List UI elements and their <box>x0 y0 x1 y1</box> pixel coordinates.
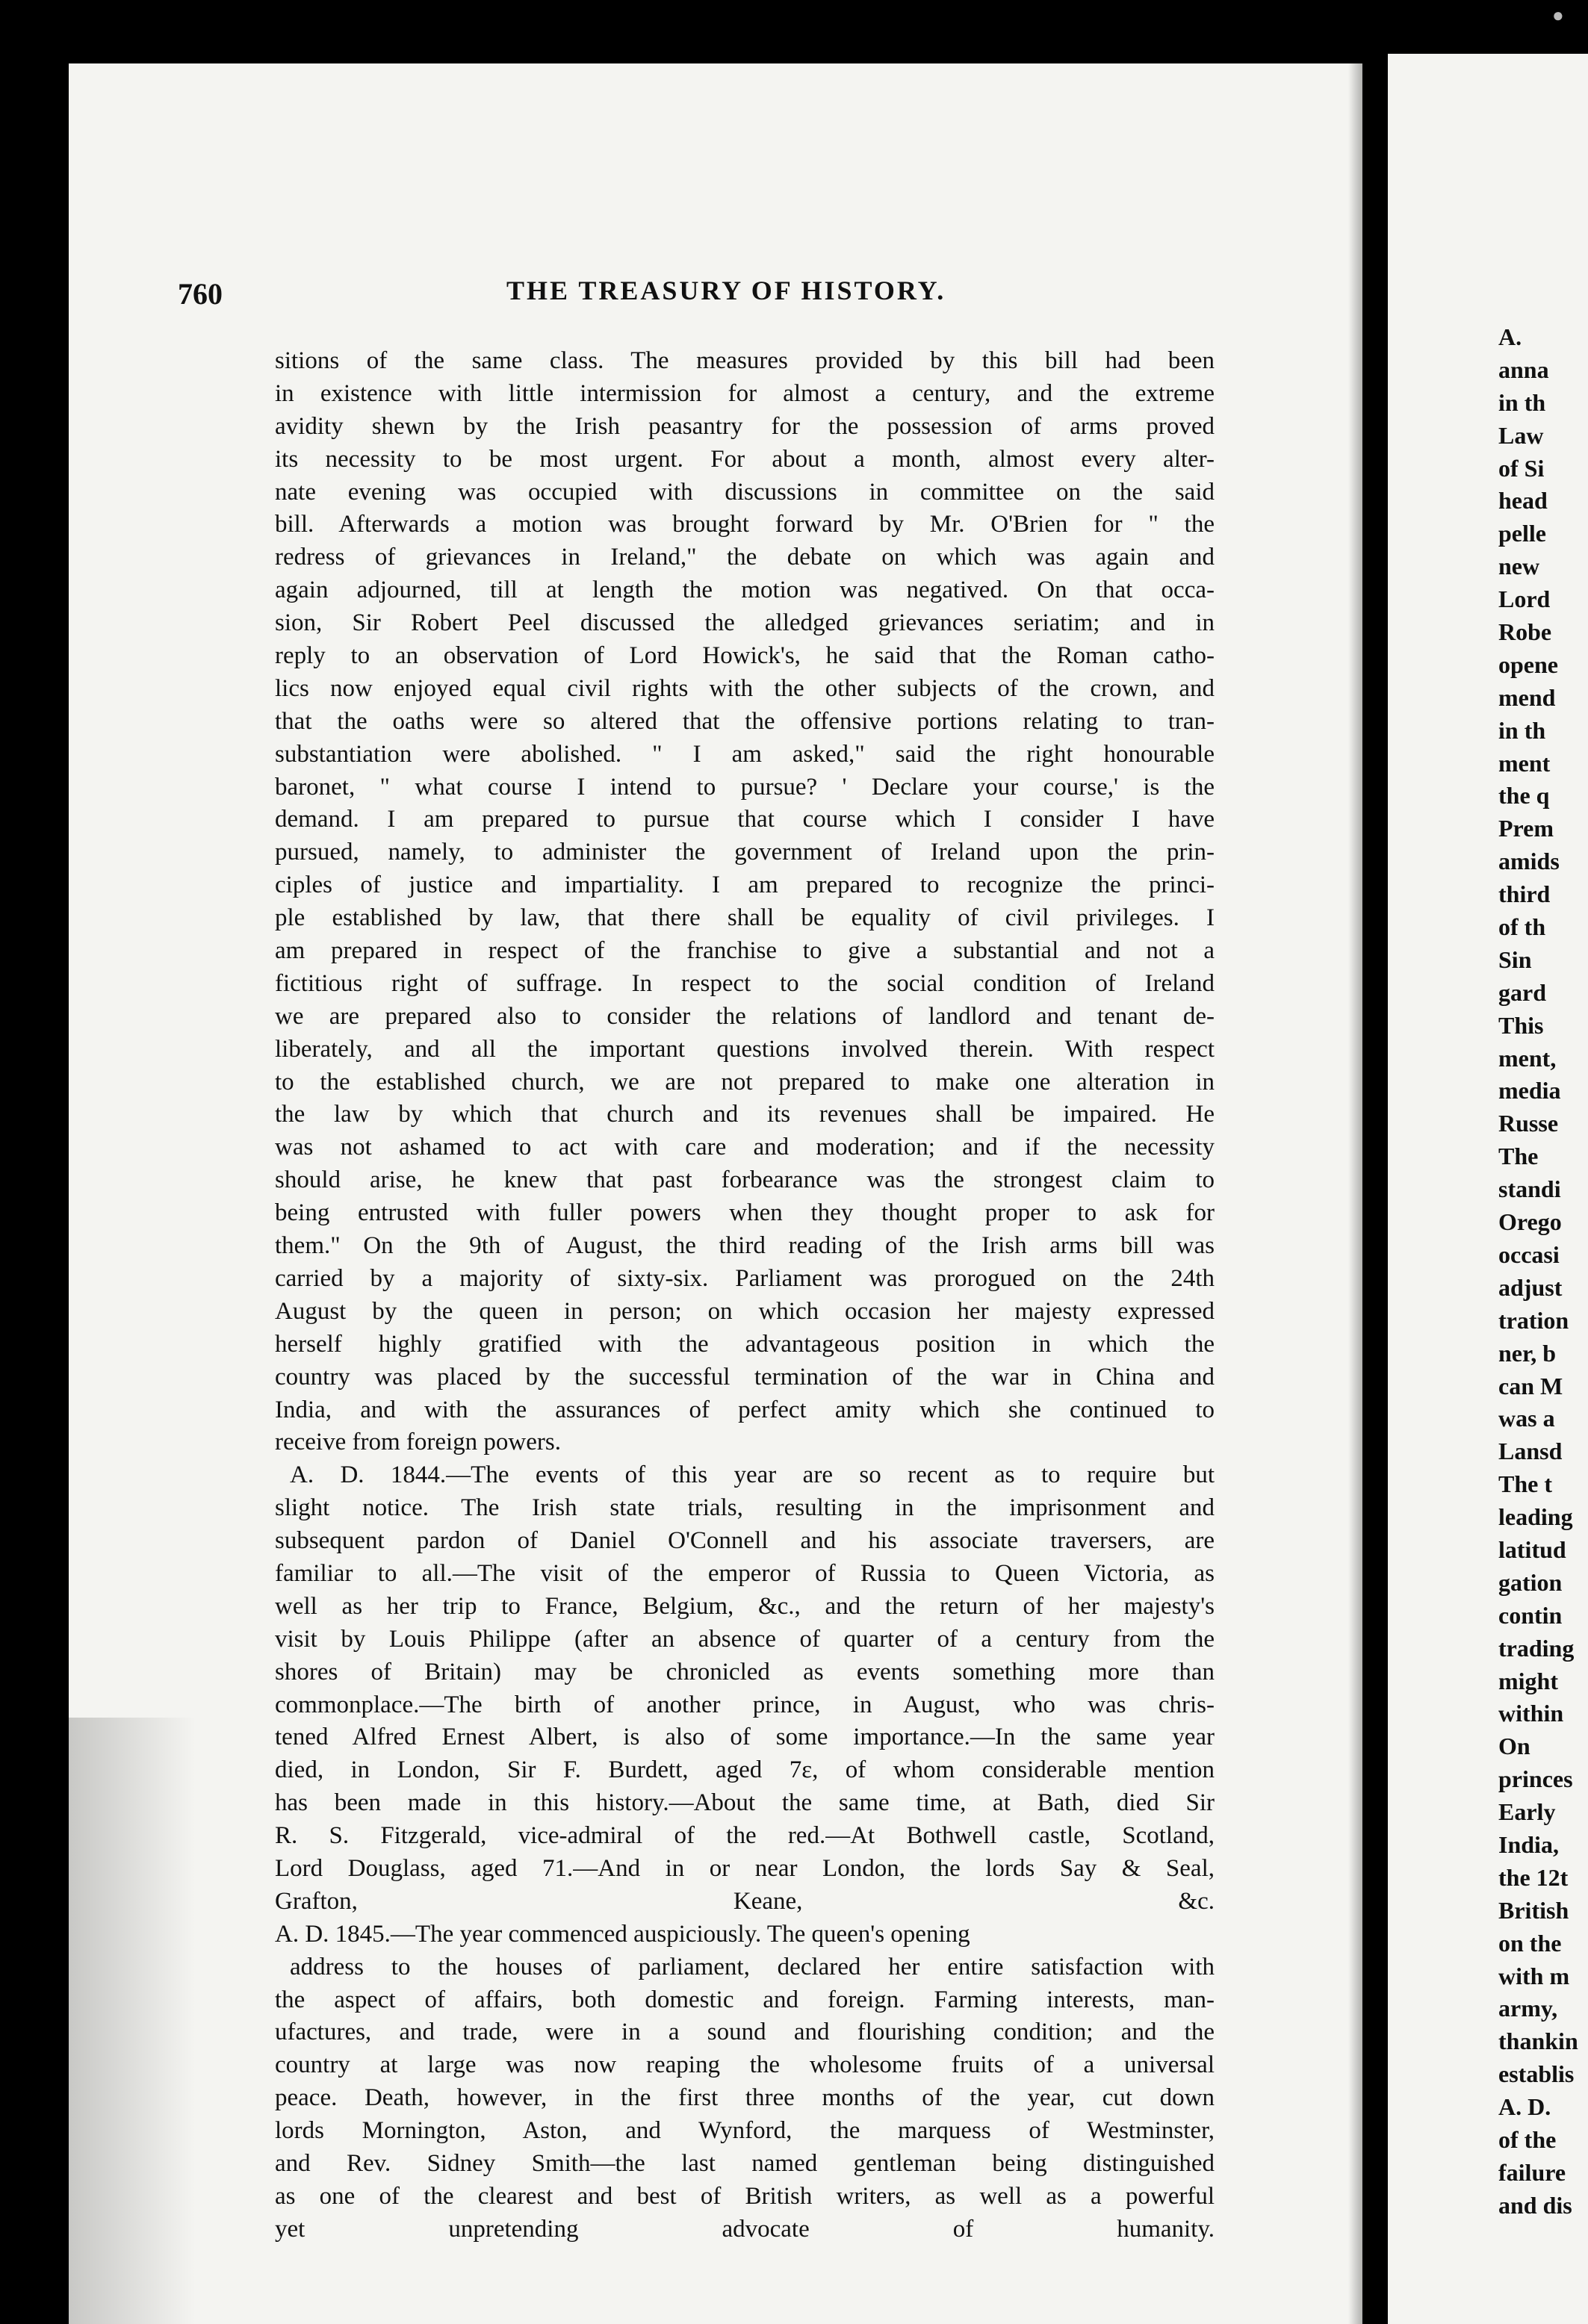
text-line: R. S. Fitzgerald, vice-admiral of the red.—At Bothwell castle, Scotland, <box>275 1822 1215 1850</box>
text-line: being entrusted with fuller powers when they thought proper to ask for <box>275 1199 1215 1227</box>
text-line: shores of Britain) may be chronicled as events something more than <box>275 1658 1215 1685</box>
right-page-line: gation <box>1498 1568 1563 1596</box>
text-line: its necessity to be most urgent. For about a month, almost every alter- <box>275 445 1215 473</box>
right-page-line: ment <box>1498 749 1551 777</box>
right-page-line: anna <box>1498 355 1549 383</box>
text-line: avidity shewn by the Irish peasantry for the possession of arms proved <box>275 412 1215 440</box>
right-page-line: princes <box>1498 1765 1573 1793</box>
text-line: demand. I am prepared to pursue that course which I consider I have <box>275 806 1215 833</box>
right-page-line: of the <box>1498 2125 1557 2153</box>
right-page-line: Lansd <box>1498 1438 1563 1465</box>
right-page-line: British <box>1498 1896 1569 1924</box>
text-line: lics now enjoyed equal civil rights with the other subjects of the crown, and <box>275 674 1215 702</box>
text-line: ciples of justice and impartiality. I am prepared to recognize the princi- <box>275 872 1215 899</box>
right-page-line: was a <box>1498 1405 1555 1432</box>
right-page-line: within <box>1498 1700 1564 1727</box>
right-page-line: gard <box>1498 978 1546 1006</box>
right-page-line: might <box>1498 1667 1558 1694</box>
right-page-line: ner, b <box>1498 1339 1557 1367</box>
text-line: them." On the 9th of August, the third reading of the Irish arms bill was <box>275 1232 1215 1260</box>
text-line: commonplace.—The birth of another prince, in August, who was chris- <box>275 1691 1215 1718</box>
right-page-line: of Si <box>1498 454 1545 482</box>
text-line: well as her trip to France, Belgium, &c., and the return of her majesty's <box>275 1592 1215 1620</box>
text-line: pursued, namely, to administer the government of Ireland upon the prin- <box>275 839 1215 866</box>
text-line: country at large was now reaping the wholesome fruits of a universal <box>275 2051 1215 2079</box>
page-header <box>178 269 1223 314</box>
right-page-line: opene <box>1498 650 1558 678</box>
text-line: address to the houses of parliament, declared her entire satisfaction with <box>290 1953 1215 1980</box>
right-page-line: media <box>1498 1077 1561 1104</box>
text-line: bill. Afterwards a motion was brought forward by Mr. O'Brien for " the <box>275 511 1215 538</box>
text-line: baronet, " what course I intend to pursue? ' Declare your course,' is the <box>275 773 1215 801</box>
right-page-line: failure <box>1498 2158 1566 2186</box>
right-page-line: leading <box>1498 1503 1573 1531</box>
text-line: reply to an observation of Lord Howick's, he said that the Roman catho- <box>275 642 1215 670</box>
text-line: India, and with the assurances of perfect amity which she continued to <box>275 1396 1215 1423</box>
text-line: peace. Death, however, in the first three months of the year, cut down <box>275 2084 1215 2112</box>
text-line: familiar to all.—The visit of the emperor of Russia to Queen Victoria, as <box>275 1559 1215 1587</box>
right-page-line: latitud <box>1498 1535 1566 1563</box>
right-page-line: This <box>1498 1011 1544 1039</box>
scan-mark: ● <box>1552 4 1564 26</box>
text-line: ple established by law, that there shall be equality of civil privileges. I <box>275 904 1215 932</box>
right-page-line: head <box>1498 487 1548 515</box>
text-line: fictitious right of suffrage. In respect to the social condition of Ireland <box>275 969 1215 997</box>
right-page-line: Lord <box>1498 585 1551 613</box>
page-number: 760 <box>178 277 223 311</box>
right-page-line: contin <box>1498 1601 1563 1629</box>
text-line: the aspect of affairs, both domestic and foreign. Farming interests, man- <box>275 1986 1215 2013</box>
text-line: visit by Louis Philippe (after an absence of quarter of a century from the <box>275 1625 1215 1653</box>
text-line: again adjourned, till at length the motion was negatived. On that occa- <box>275 577 1215 604</box>
right-page-line: and dis <box>1498 2191 1572 2219</box>
text-line: we are prepared also to consider the relations of landlord and tenant de- <box>275 1002 1215 1030</box>
right-page-line: Robe <box>1498 618 1552 646</box>
right-page-line: in th <box>1498 388 1546 416</box>
right-page-line: Sin <box>1498 945 1532 973</box>
text-line: has been made in this history.—About the same time, at Bath, died Sir <box>275 1789 1215 1817</box>
text-line: subsequent pardon of Daniel O'Connell and his associate traversers, are <box>275 1527 1215 1555</box>
text-line: receive from foreign powers. <box>275 1429 561 1456</box>
right-page-line: in th <box>1498 716 1546 744</box>
right-page-line: A. D. <box>1498 2093 1551 2121</box>
right-page-line: Law <box>1498 421 1544 449</box>
page-edge-shadow <box>69 1718 196 2324</box>
text-line: lords Mornington, Aston, and Wynford, the marquess of Westminster, <box>275 2117 1215 2145</box>
text-line: redress of grievances in Ireland," the debate on which was again and <box>275 544 1215 571</box>
right-page-line: the q <box>1498 782 1550 810</box>
text-line: sion, Sir Robert Peel discussed the alledged grievances seriatim; and in <box>275 609 1215 637</box>
text-line: and Rev. Sidney Smith—the last named gentleman being distinguished <box>275 2149 1215 2177</box>
right-page-line: army, <box>1498 1995 1558 2022</box>
right-page-line: thankin <box>1498 2028 1578 2055</box>
text-line: in existence with little intermission for almost a century, and the extreme <box>275 379 1215 407</box>
text-line: Grafton, Keane, &c. <box>275 1887 1215 1915</box>
right-page-line: Orego <box>1498 1208 1562 1236</box>
running-title: THE TREASURY OF HISTORY. <box>506 276 946 305</box>
text-line: as one of the clearest and best of British writers, as well as a powerful <box>275 2182 1215 2210</box>
right-page-line: new <box>1498 553 1540 580</box>
right-page-line: The <box>1498 1143 1539 1170</box>
right-page-line: mend <box>1498 683 1556 711</box>
text-line: tened Alfred Ernest Albert, is also of some importance.—In the same year <box>275 1724 1215 1751</box>
right-page-line: third <box>1498 880 1551 908</box>
right-page-line: can M <box>1498 1372 1563 1399</box>
right-page-line: occasi <box>1498 1240 1560 1268</box>
text-line: liberately, and all the important questions involved therein. With respect <box>275 1035 1215 1063</box>
right-page-line: A. <box>1498 323 1522 350</box>
right-page-line: pelle <box>1498 520 1546 547</box>
right-page-line: trading <box>1498 1634 1575 1662</box>
text-line: nate evening was occupied with discussions in committee on the said <box>275 478 1215 506</box>
text-line: country was placed by the successful termination of the war in China and <box>275 1363 1215 1391</box>
text-line: should arise, he knew that past forbearance was the strongest claim to <box>275 1166 1215 1194</box>
right-page-line: ment, <box>1498 1044 1557 1072</box>
right-page-line: tration <box>1498 1306 1569 1334</box>
right-page-line: of th <box>1498 913 1546 941</box>
text-line: August by the queen in person; on which occasion her majesty expressed <box>275 1297 1215 1325</box>
right-page-text <box>1498 321 1588 2222</box>
text-line: to the established church, we are not prepared to make one alteration in <box>275 1068 1215 1096</box>
right-page-line: The t <box>1498 1470 1552 1498</box>
right-page-line: the 12t <box>1498 1863 1569 1891</box>
text-line: ufactures, and trade, were in a sound and flourishing condition; and the <box>275 2019 1215 2046</box>
right-page-line: On <box>1498 1733 1530 1760</box>
text-line: yet unpretending advocate of humanity. <box>275 2215 1215 2243</box>
right-page-line: on the <box>1498 1929 1562 1957</box>
right-page-line: Russe <box>1498 1110 1559 1137</box>
book-spine-shadow <box>1348 63 1366 2324</box>
right-page-line: establis <box>1498 2060 1575 2088</box>
text-line: am prepared in respect of the franchise to give a substantial and not a <box>275 937 1215 965</box>
text-line: that the oaths were so altered that the offensive portions relating to tran- <box>275 707 1215 735</box>
right-page-line: India, <box>1498 1830 1559 1858</box>
text-line: the law by which that church and its revenues shall be impaired. He <box>275 1101 1215 1128</box>
text-line: was not ashamed to act with care and moderation; and if the necessity <box>275 1134 1215 1161</box>
text-line: sitions of the same class. The measures provided by this bill had been <box>275 347 1215 374</box>
right-page-line: amids <box>1498 848 1560 875</box>
text-line: A. D. 1845.—The year commenced auspiciously. The queen's opening <box>275 1920 970 1948</box>
right-page-line: Early <box>1498 1798 1556 1826</box>
text-line: slight notice. The Irish state trials, resulting in the imprisonment and <box>275 1494 1215 1522</box>
text-line: Lord Douglass, aged 71.—And in or near London, the lords Say & Seal, <box>275 1854 1215 1882</box>
text-line: herself highly gratified with the advantageous position in which the <box>275 1330 1215 1358</box>
right-page-line: with m <box>1498 1962 1570 1989</box>
text-line: died, in London, Sir F. Burdett, aged 7ε, of whom considerable mention <box>275 1756 1215 1784</box>
text-line: substantiation were abolished. " I am asked," said the right honourable <box>275 740 1215 768</box>
right-page-line: adjust <box>1498 1273 1563 1301</box>
text-line: carried by a majority of sixty-six. Parliament was prorogued on the 24th <box>275 1264 1215 1292</box>
text-line: A. D. 1844.—The events of this year are so recent as to require but <box>290 1461 1215 1489</box>
right-page-line: standi <box>1498 1175 1561 1203</box>
right-page-line: Prem <box>1498 815 1554 842</box>
body-text <box>275 345 1215 2246</box>
